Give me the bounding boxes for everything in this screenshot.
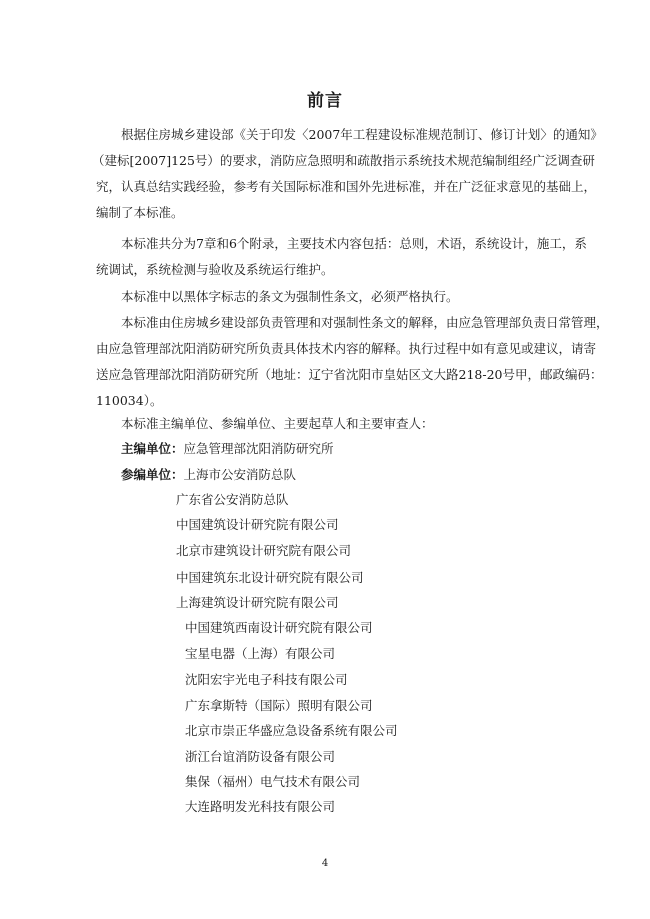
text-line: 统调试，系统检测与验收及系统运行维护。 (96, 262, 334, 277)
text-line: 由应急管理部沈阳消防研究所负责具体技术内容的解释。执行过程中如有意见或建议，请寄 (96, 341, 597, 356)
participant-row (121, 465, 296, 485)
participant-org: 广东拿斯特（国际）照明有限公司 (185, 698, 373, 713)
chief-editor-value: 应急管理部沈阳消防研究所 (183, 441, 334, 456)
text-line: 送应急管理部沈阳消防研究所（地址：辽宁省沈阳市皇姑区文大路218-20号甲，邮政编码： (96, 367, 603, 382)
participant-org: 上海建筑设计研究院有限公司 (176, 595, 339, 610)
participant-org: 中国建筑西南设计研究院有限公司 (185, 620, 373, 635)
paragraph-5 (96, 411, 574, 437)
page-number: 4 (321, 858, 329, 869)
text-line: 本标准共分为7章和6个附录，主要技术内容包括：总则，术语，系统设计，施工，系 (121, 236, 587, 251)
paragraph-2 (96, 231, 587, 283)
paragraph-4 (96, 310, 609, 414)
participant-org: 集保（福州）电气技术有限公司 (185, 774, 361, 789)
chief-editor-label: 主编单位： (121, 441, 184, 456)
participant-org: 中国建筑东北设计研究院有限公司 (176, 570, 364, 585)
text-line: 究，认真总结实践经验，参考有关国际标准和国外先进标准，并在广泛征求意见的基础上， (96, 179, 597, 194)
paragraph-3 (96, 284, 574, 310)
text-line: 根据住房城乡建设部《关于印发〈2007年工程建设标准规范制订、修订计划〉的通知》 (121, 127, 603, 142)
participant-org: 大连路明发光科技有限公司 (185, 799, 336, 814)
participant-org: 沈阳宏宇光电子科技有限公司 (185, 672, 348, 687)
chief-editor-row (121, 439, 334, 459)
participant-org: 北京市崇正华盛应急设备系统有限公司 (185, 723, 398, 738)
text-line: 110034）。 (96, 393, 163, 408)
participants-label: 参编单位： (121, 467, 184, 482)
participant-org: 宝星电器（上海）有限公司 (185, 646, 336, 661)
text-line: 本标准由住房城乡建设部负责管理和对强制性条文的解释，由应急管理部负责日常管理， (121, 315, 609, 330)
participant-org: 浙江台谊消防设备有限公司 (185, 749, 336, 764)
text-line: 编制了本标准。 (96, 205, 184, 220)
paragraph-1 (92, 122, 603, 226)
participant-org: 中国建筑设计研究院有限公司 (176, 517, 339, 532)
text-line: （建标[2007]125号）的要求，消防应急照明和疏散指示系统技术规范编制组经广泛调查研 (92, 153, 595, 168)
text-line: 本标准主编单位、参编单位、主要起草人和主要审查人： (121, 416, 434, 431)
participant-org: 上海市公安消防总队 (183, 467, 297, 482)
participant-org: 北京市建筑设计研究院有限公司 (176, 543, 352, 558)
participant-org: 广东省公安消防总队 (176, 492, 289, 507)
page-title: 前言 (307, 91, 343, 111)
text-line: 本标准中以黑体字标志的条文为强制性条文，必须严格执行。 (121, 289, 459, 304)
